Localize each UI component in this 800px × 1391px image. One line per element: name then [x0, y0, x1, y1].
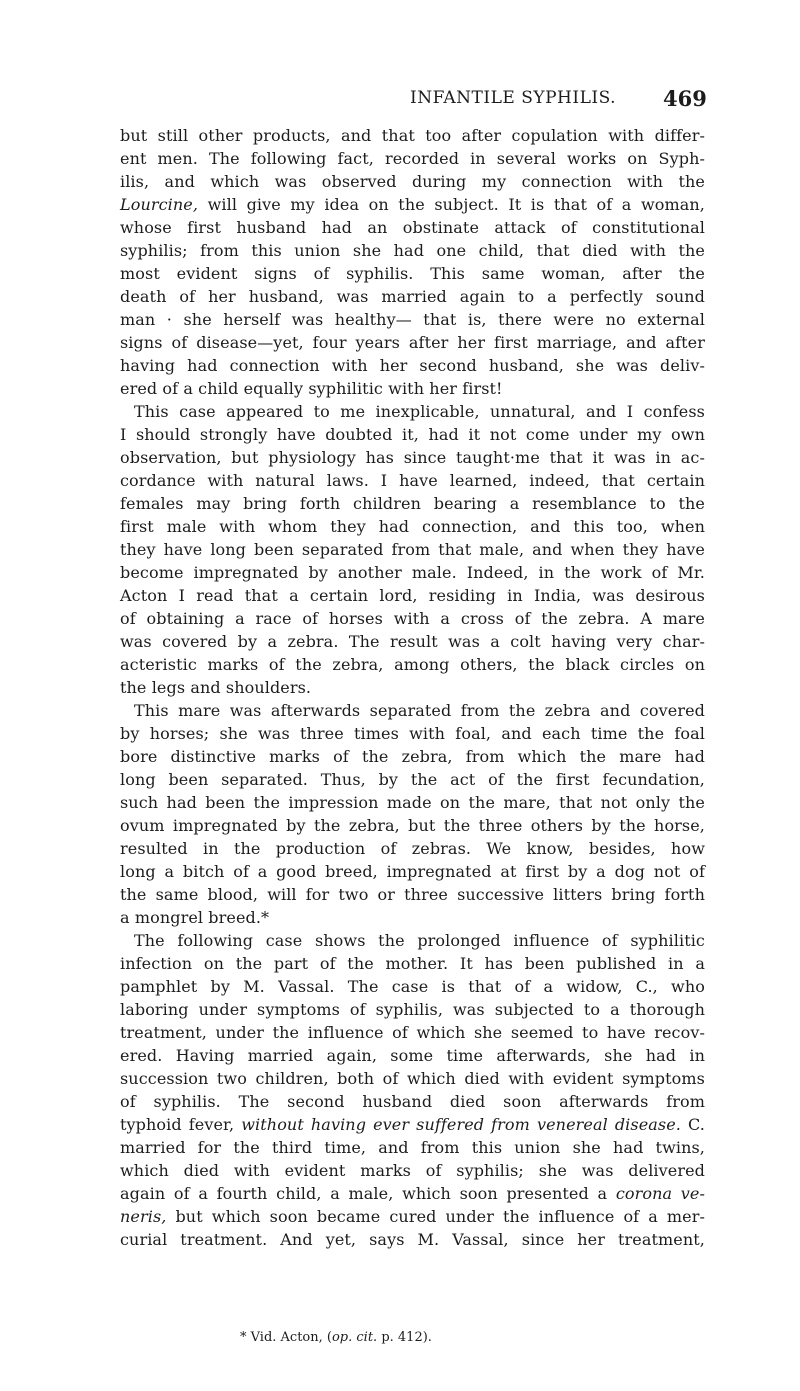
text-span: again of a fourth child, a male, which soon presented a — [120, 1184, 616, 1203]
text-line: laboring under symptoms of syphilis, was subjected to a thorough — [120, 1000, 705, 1019]
text-line: ent men. The following fact, recorded in several works on Syph- — [120, 149, 705, 168]
text-line: they have long been separated from that male, and when they have — [120, 540, 705, 559]
italic-text: corona ve- — [615, 1184, 706, 1203]
text-line: succession two children, both of which died with evident symptoms — [120, 1069, 705, 1088]
text-line — [120, 1182, 705, 1205]
text-line: acteristic marks of the zebra, among others, the black circles on — [120, 655, 705, 674]
text-line: of syphilis. The second husband died soon afterwards from — [120, 1092, 705, 1111]
text-line: cordance with natural laws. I have learned, indeed, that certain — [120, 471, 705, 490]
text-line: signs of disease—yet, four years after her first marriage, and after — [120, 333, 705, 352]
text-line: become impregnated by another male. Indeed, in the work of Mr. — [120, 563, 705, 582]
page-number: 469 — [663, 86, 707, 111]
text-line: Acton I read that a certain lord, residing in India, was desirous — [120, 586, 705, 605]
text-line: of obtaining a race of horses with a cross of the zebra. A mare — [120, 609, 705, 628]
text-line: having had connection with her second husband, she was deliv- — [120, 356, 705, 375]
italic-text: neris, — [120, 1207, 167, 1226]
footnote-citation: op. cit. — [331, 1330, 378, 1345]
text-line: which died with evident marks of syphilis; she was delivered — [120, 1161, 705, 1180]
text-line: females may bring forth children bearing a resemblance to the — [120, 494, 705, 513]
text-line: the same blood, will for two or three successive litters bring forth — [120, 885, 705, 904]
text-line: ilis, and which was observed during my connection with the — [120, 172, 705, 191]
text-span: will give my idea on the subject. It is that of a woman, — [198, 195, 705, 214]
text-line: long been separated. Thus, by the act of the first fecundation, — [120, 770, 705, 789]
text-line: This mare was afterwards separated from the zebra and covered — [134, 701, 705, 720]
text-line: ered of a child equally syphilitic with her first! — [120, 379, 503, 398]
text-span: but which soon became cured under the influence of a mer- — [166, 1207, 705, 1226]
text-line: whose first husband had an obstinate attack of constitutional — [120, 218, 705, 237]
text-line — [120, 1205, 705, 1228]
text-line: syphilis; from this union she had one child, that died with the — [120, 241, 705, 260]
text-line: the legs and shoulders. — [120, 678, 312, 697]
text-span: C. — [681, 1115, 705, 1134]
text-line: I should strongly have doubted it, had it not come under my own — [120, 425, 705, 444]
text-line: curial treatment. And yet, says M. Vassal, since her treatment, — [120, 1230, 705, 1249]
text-line: married for the third time, and from this union she had twins, — [120, 1138, 705, 1157]
text-line: bore distinctive marks of the zebra, from which the mare had — [120, 747, 705, 766]
text-line: pamphlet by M. Vassal. The case is that of a widow, C., who — [120, 977, 705, 996]
text-line: resulted in the production of zebras. We know, besides, how — [120, 839, 705, 858]
italic-text: without having ever suffered from venereal disease. — [241, 1115, 681, 1134]
text-line — [120, 1113, 705, 1136]
text-line: ovum impregnated by the zebra, but the three others by the horse, — [120, 816, 705, 835]
text-line: a mongrel breed.* — [120, 908, 270, 927]
text-line: by horses; she was three times with foal, and each time the foal — [120, 724, 705, 743]
text-line: such had been the impression made on the mare, that not only the — [120, 793, 705, 812]
text-line: but still other products, and that too after copulation with differ- — [120, 126, 705, 145]
text-line: long a bitch of a good breed, impregnated at first by a dog not of — [120, 862, 705, 881]
text-line: first male with whom they had connection, and this too, when — [120, 517, 705, 536]
text-span: typhoid fever, — [120, 1115, 242, 1134]
text-line: treatment, under the influence of which she seemed to have recov- — [120, 1023, 705, 1042]
text-line: was covered by a zebra. The result was a colt having very char- — [120, 632, 705, 651]
text-line: most evident signs of syphilis. This same woman, after the — [120, 264, 705, 283]
running-title: INFANTILE SYPHILIS. — [410, 88, 617, 108]
text-line: man · she herself was healthy— that is, there were no external — [120, 310, 705, 329]
text-line: This case appeared to me inexplicable, unnatural, and I confess — [134, 402, 705, 421]
footnote-text-after: p. 412). — [377, 1330, 432, 1345]
text-line: The following case shows the prolonged influence of syphilitic — [134, 931, 705, 950]
text-line: infection on the part of the mother. It has been published in a — [120, 954, 705, 973]
footnote-text-before: * Vid. Acton, ( — [240, 1330, 332, 1345]
text-line: observation, but physiology has since taught·me that it was in ac- — [120, 448, 705, 467]
text-line: ered. Having married again, some time afterwards, she had in — [120, 1046, 705, 1065]
italic-text: Lourcine, — [120, 195, 199, 214]
footnote — [240, 1330, 432, 1345]
text-line: death of her husband, was married again to a perfectly sound — [120, 287, 705, 306]
body-text — [120, 124, 705, 1251]
text-line — [120, 193, 705, 216]
